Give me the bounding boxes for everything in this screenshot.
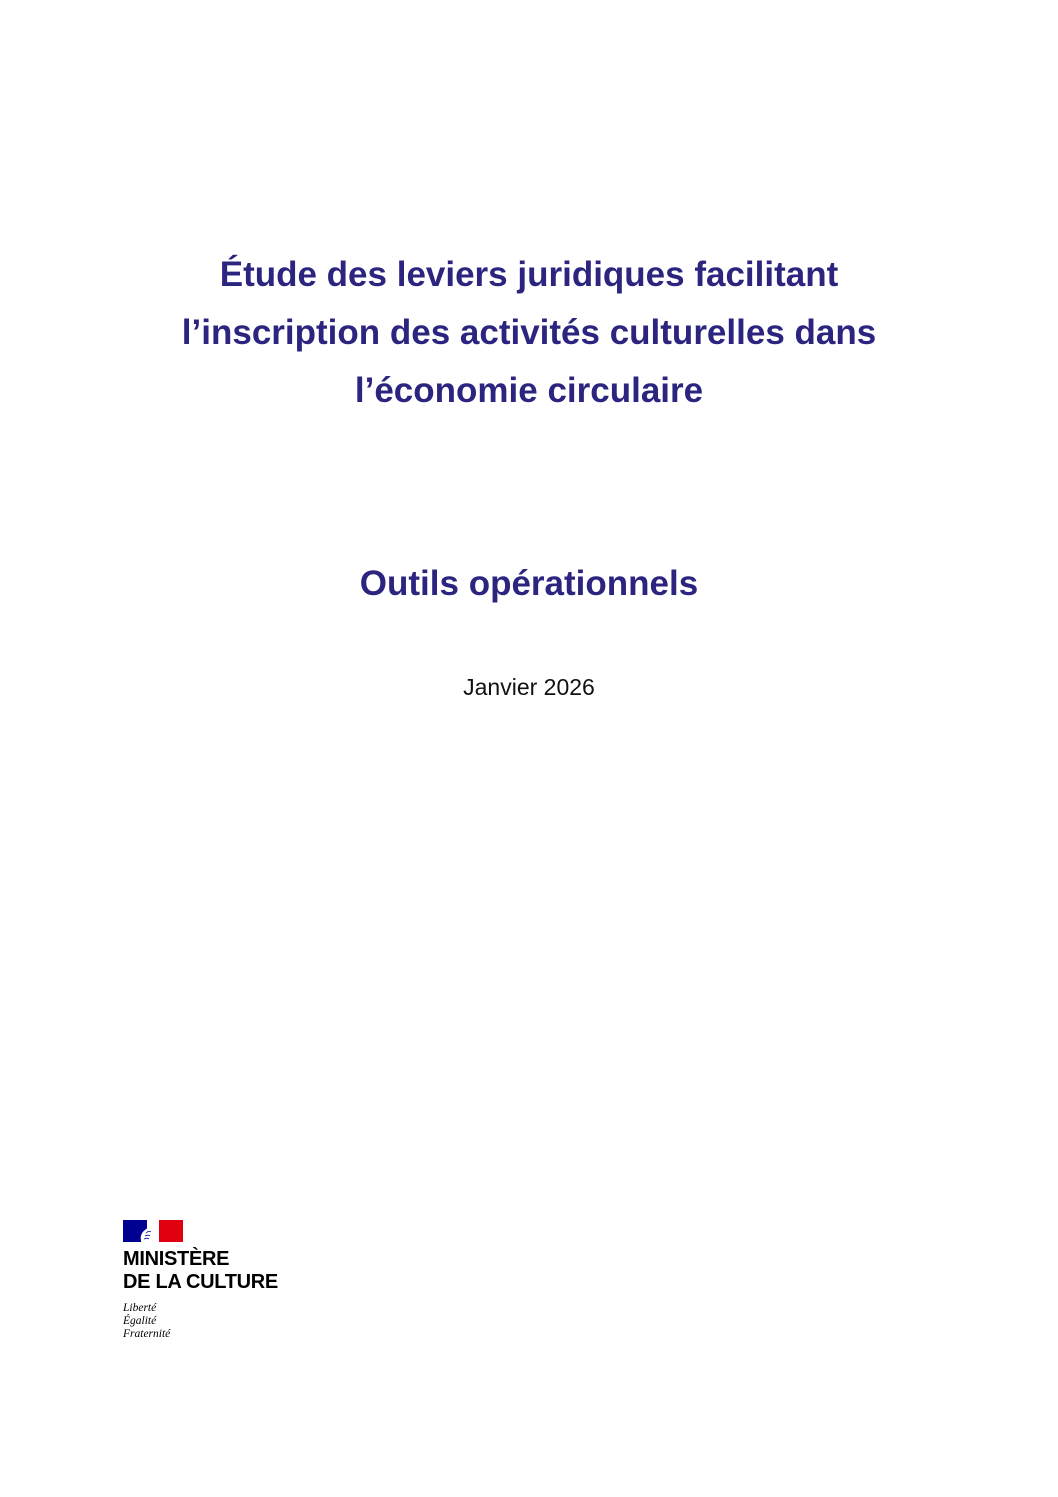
marianne-flag-icon <box>123 1220 183 1242</box>
motto-egalite: Égalité <box>123 1315 157 1327</box>
document-subtitle: Outils opérationnels <box>359 564 699 603</box>
motto-liberte: Liberté <box>123 1302 157 1314</box>
title-line-1: Étude des leviers juridiques facilitant <box>219 255 839 294</box>
ministry-name-line-1: MINISTÈRE <box>123 1248 230 1270</box>
title-line-3: l’économie circulaire <box>354 371 704 410</box>
document-date: Janvier 2026 <box>463 674 595 700</box>
ministry-name <box>123 1248 278 1294</box>
ministry-name-line-2: DE LA CULTURE <box>123 1271 278 1293</box>
document-title <box>0 246 1058 420</box>
title-line-2: l’inscription des activités culturelles dans <box>181 313 877 352</box>
republic-motto <box>123 1302 170 1341</box>
ministry-logo <box>123 1220 323 1350</box>
motto-fraternite: Fraternité <box>123 1328 171 1340</box>
